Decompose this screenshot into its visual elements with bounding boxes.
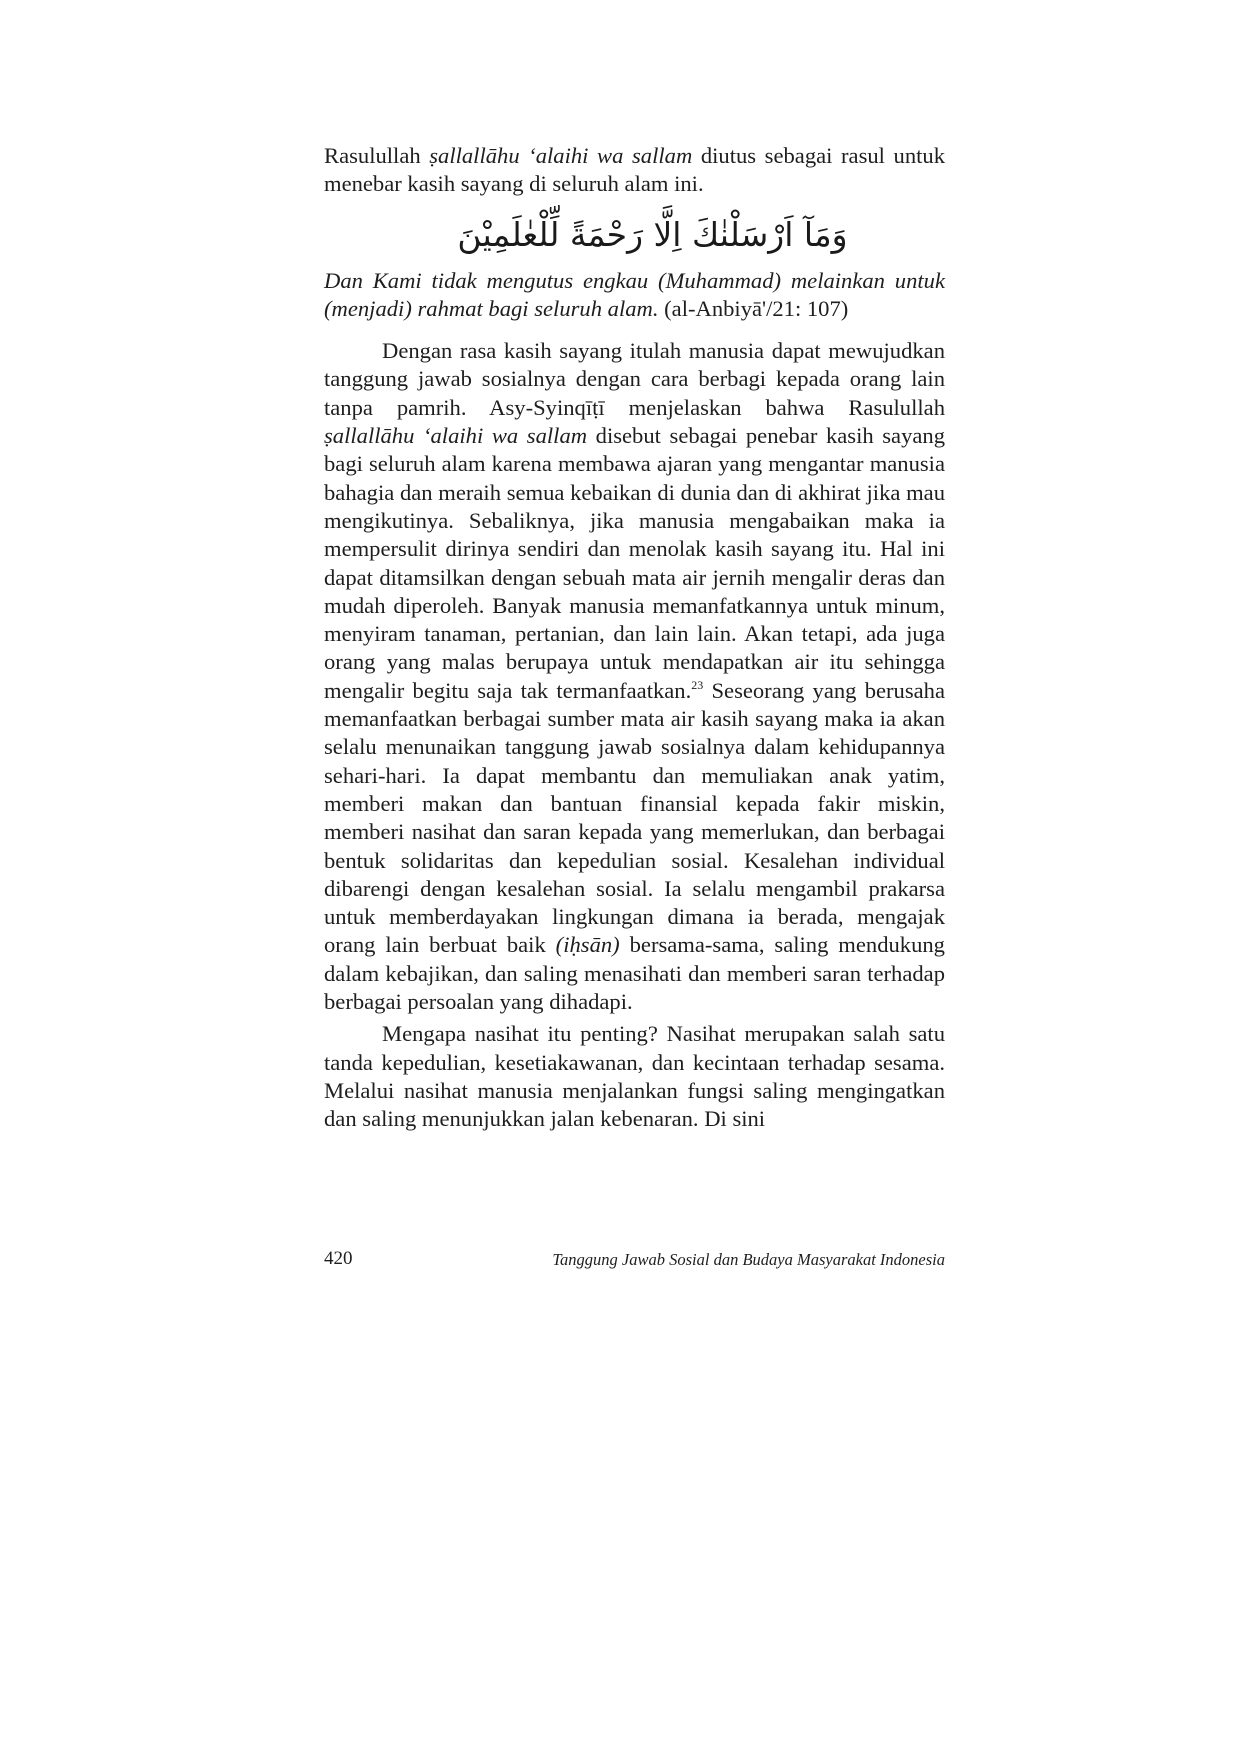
intro-paragraph [324,142,945,199]
paragraph-1-part-3: Seseorang yang berusaha memanfaatkan berbagai sumber mata air kasih sayang maka ia akan selalu menunaikan tanggung jawab sosialnya dalam kehidupannya sehari-hari. Ia dapat membantu dan memuliakan anak yatim, memberi makan dan bantuan finansial kepada fakir miskin, memberi nasihat dan saran kepada yang memerlukan, dan berbagai bentuk solidaritas dan kepedulian sosial. Kesalehan individual dibarengi dengan kesalehan sosial. Ia selalu mengambil prakarsa untuk memberdayakan lingkungan dimana ia berada, mengajak orang lain berbuat baik [324,677,945,958]
paragraph-1-part-2: disebut sebagai penebar kasih sayang bagi seluruh alam karena membawa ajaran yang mengantar manusia bahagia dan meraih semua kebaikan di dunia dan di akhirat jika mau mengikutinya. Sebaliknya, jika manusia mengabaikan maka ia mempersulit dirinya sendiri dan menolak kasih sayang itu. Hal ini dapat ditamsilkan dengan sebuah mata air jernih mengalir deras dan mudah diperoleh. Banyak manusia memanfatkannya untuk minum, menyiram tanaman, pertanian, dan lain lain. Akan tetapi, ada juga orang yang malas berupaya untuk mendapatkan air itu sehingga mengalir begitu saja tak termanfaatkan. [324,423,946,703]
paragraph-1-part-1: Dengan rasa kasih sayang itulah manusia dapat mewujudkan tanggung jawab sosialnya dengan cara berbagi kepada orang lain tanpa pamrih. Asy-Syinqīṭī menjelaskan bahwa Rasulullah [324,338,945,420]
intro-text-end: diutus sebagai rasul untuk menebar kasih sayang di seluruh alam ini. [324,143,945,197]
page-body [324,142,945,1134]
paragraph-1-part-4: bersama-sama, saling mendukung dalam kebajikan, dan saling menasihati dan memberi saran terhadap berbagai persoalan yang dihadapi. [324,932,945,1015]
intro-text-start: Rasulullah [324,143,430,168]
verse-citation: (al-Anbiyā'/21: 107) [658,295,849,321]
body-paragraph-2: Mengapa nasihat itu penting? Nasihat merupakan salah satu tanda kepedulian, kesetiakawanan, dan kecintaan terhadap sesama. Melalui nasihat manusia menjalankan fungsi saling mengingatkan dan saling menunjukkan jalan kebenaran. Di sini [324,1021,945,1132]
page-footer [324,1248,945,1278]
honorific-phrase: ṣallallāhu ‘alaihi wa sallam [324,423,588,449]
ihsan-term: (iḥsān) [555,932,620,958]
verse-translation [324,267,945,324]
honorific-phrase: ṣallallāhu ‘alaihi wa sallam [429,143,693,168]
page-number: 420 [324,1248,353,1269]
running-title: Tanggung Jawab Sosial dan Budaya Masyarakat Indonesia [552,1250,945,1269]
footnote-marker[interactable]: 23 [691,677,704,692]
translation-text: Dan Kami tidak mengutus engkau (Muhammad) melainkan untuk (menjadi) rahmat bagi seluruh alam. [324,267,945,321]
body-paragraph-1 [324,337,945,1016]
arabic-verse: وَمَآ اَرْسَلْنٰكَ اِلَّا رَحْمَةً لِّلْعٰلَمِيْنَ [457,214,848,254]
